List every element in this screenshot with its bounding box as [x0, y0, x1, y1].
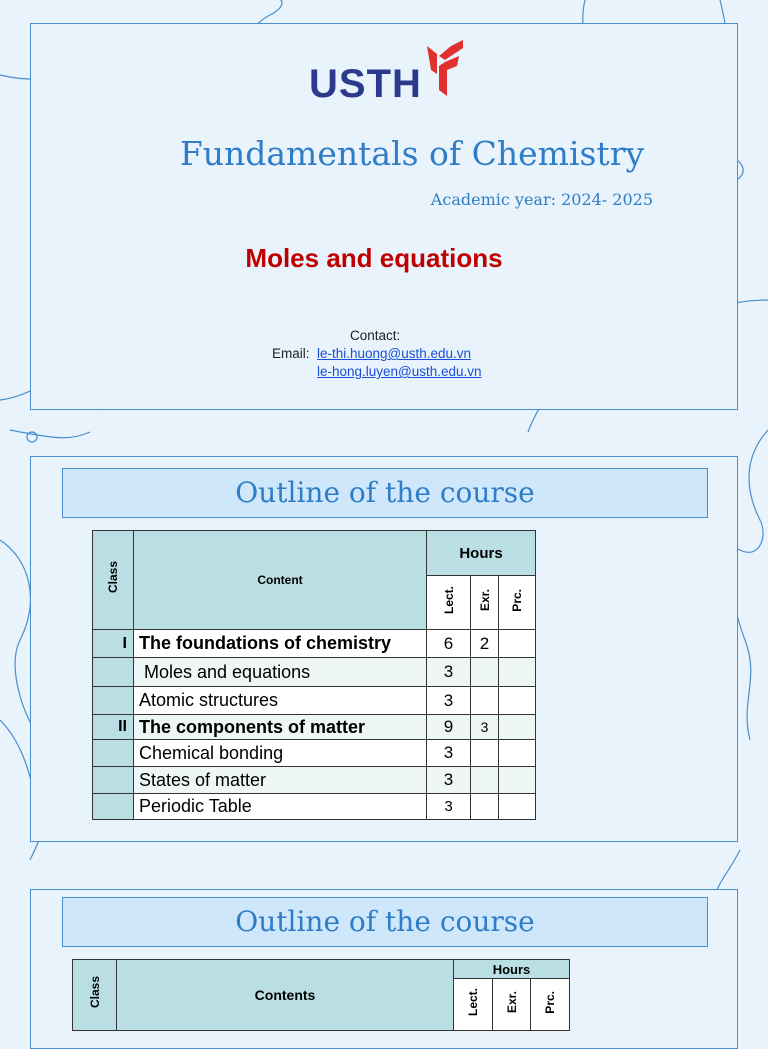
prc-header: Prc.	[531, 979, 570, 1031]
slide-heading: Outline of the course	[62, 468, 708, 518]
course-outline-table-2	[72, 959, 570, 1031]
usth-logo	[309, 40, 469, 106]
hours-header: Hours	[454, 960, 570, 979]
table-row: States of matter 3	[93, 767, 536, 794]
logo-text: USTH	[309, 62, 422, 106]
lect-header: Lect.	[427, 576, 471, 630]
exr-header: Exr.	[471, 576, 499, 630]
exr-header: Exr.	[493, 979, 531, 1031]
course-outline-table	[92, 530, 536, 820]
contact-label: Contact:	[350, 328, 401, 343]
table-row: Periodic Table 3	[93, 794, 536, 820]
table-row: I The foundations of chemistry 6 2	[93, 630, 536, 658]
content-header: Content	[134, 531, 427, 630]
course-title: Fundamentals of Chemistry	[179, 134, 645, 173]
outline-slide	[30, 456, 738, 842]
title-slide	[30, 23, 738, 410]
academic-year: Academic year: 2024- 2025	[430, 190, 653, 209]
prc-header: Prc.	[499, 576, 536, 630]
class-header: Class	[73, 960, 117, 1031]
slide-heading: Outline of the course	[62, 897, 708, 947]
logo-mark-icon	[425, 40, 465, 96]
content-header: Contents	[117, 960, 454, 1031]
email-link-2[interactable]: le-hong.luyen@usth.edu.vn	[317, 364, 482, 379]
table-row: Atomic structures 3	[93, 687, 536, 715]
email-link-1[interactable]: le-thi.huong@usth.edu.vn	[317, 346, 472, 361]
outline-slide-2	[30, 889, 738, 1049]
class-header: Class	[93, 531, 134, 630]
lect-header: Lect.	[454, 979, 493, 1031]
table-row: Moles and equations 3	[93, 658, 536, 687]
hours-header: Hours	[427, 531, 536, 576]
lecture-subtitle: Moles and equations	[245, 243, 503, 273]
email-label: Email:	[272, 346, 310, 361]
table-row: Chemical bonding 3	[93, 740, 536, 767]
table-row: II The components of matter 9 3	[93, 715, 536, 740]
